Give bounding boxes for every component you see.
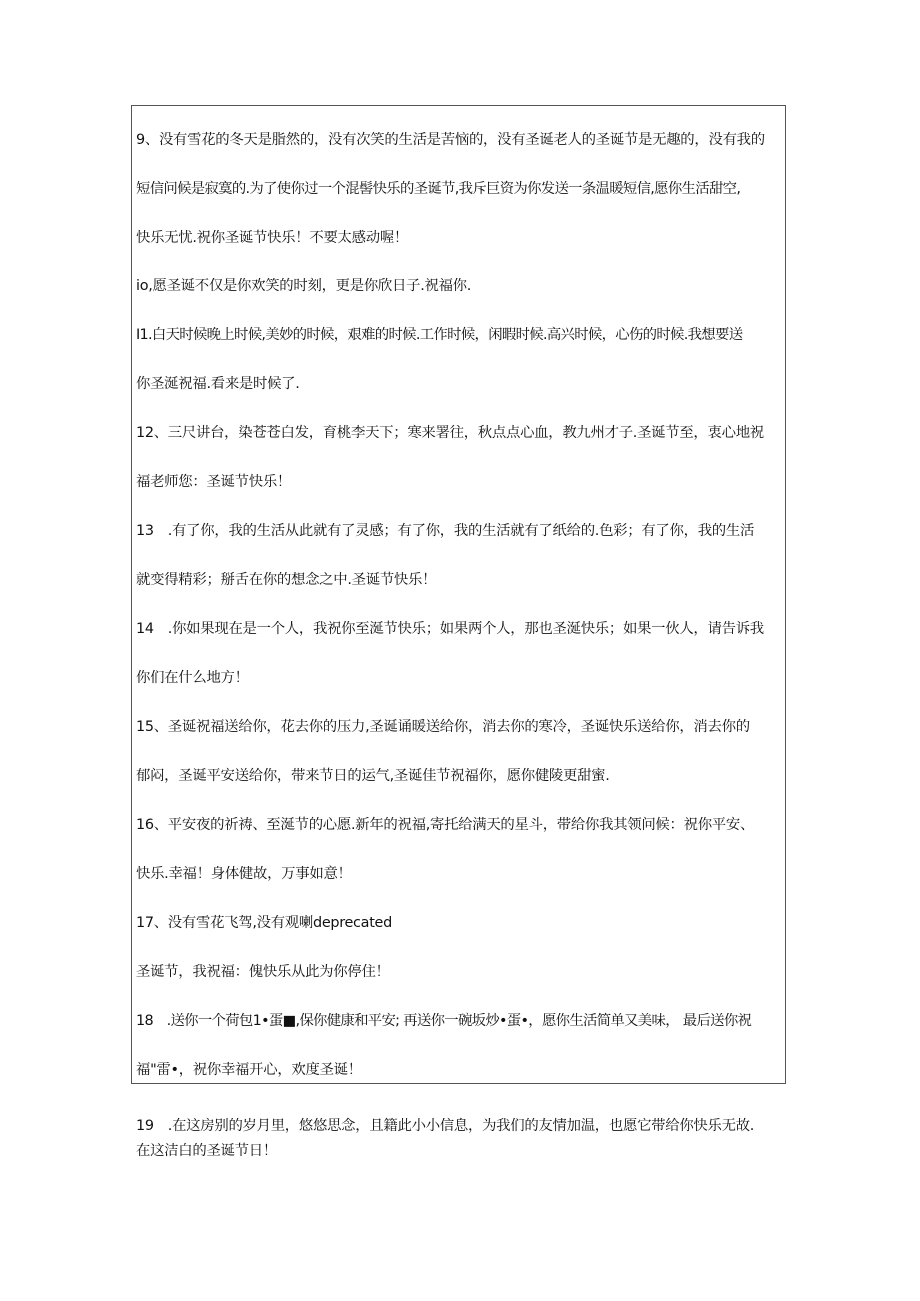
text-line-16b: 快乐.幸福！身体健故，万事如意！ bbox=[136, 866, 352, 882]
text-line-14b: 你们在什么地方！ bbox=[136, 670, 249, 686]
text-line-11a: I1.白天时候晚上时候,美妙的时候，艰难的时候.工作时候，闲暇时候.高兴时候，心伤的时候.我想要送 bbox=[136, 327, 743, 343]
text-line-12a: 12、三尺讲台，染苍苍白发，育桃李天下；寒来署往，秋点点心血，教九州才子.圣诞节至，衷心地祝 bbox=[136, 425, 764, 441]
text-line-9a: 9、没有雪花的冬天是脂然的，没有次笑的生活是苦恼的，没有圣诞老人的圣诞节是无趣的，没有我的 bbox=[136, 132, 765, 148]
text-line-15b: 郁闷，圣诞平安送给你，带来节日的运气,圣诞佳节祝福你，愿你健陵更甜蜜. bbox=[136, 768, 610, 784]
text-line-17a: 17、没有雪花飞驾,没有观喇deprecated bbox=[136, 915, 392, 931]
text-line-10: io,愿圣诞不仅是你欢笑的时刻，更是你欣日子.祝福你. bbox=[136, 278, 472, 294]
text-line-15a: 15、圣诞祝福送给你，花去你的压力,圣诞诵暖送给你，消去你的寒冷，圣诞快乐送给你，消去你的 bbox=[136, 719, 750, 735]
text-line-17b: 圣诞节，我祝福：傀快乐从此为你停住！ bbox=[136, 964, 390, 980]
text-line-13b: 就变得精彩；掰舌在你的想念之中.圣诞节快乐！ bbox=[136, 572, 437, 588]
text-line-14a: 14 .你如果现在是一个人，我祝你至涎节快乐；如果两个人，那也圣涎快乐；如果一伙人，请告诉我 bbox=[136, 621, 764, 637]
text-line-19b: 在这洁白的圣诞节日！ bbox=[136, 1143, 277, 1159]
text-line-9b: 短信问候是寂寞的.为了使你过一个混髻快乐的圣诞节,我斥巨资为你发送一条温暖短信,愿你生活甜空, bbox=[136, 181, 741, 197]
text-frame bbox=[131, 105, 786, 1084]
text-line-19a: 19 .在这房别的岁月里，悠悠思念，且籍此小小信息，为我们的友情加温，也愿它带给你快乐无故. bbox=[136, 1118, 755, 1134]
text-line-11b: 你圣涎祝福.看来是时候了. bbox=[136, 376, 300, 392]
text-line-16a: 16、平安夜的祈祷、至涎节的心愿.新年的祝福,寄托给满天的星斗，带给你我其领问候：祝你平安、 bbox=[136, 817, 755, 833]
text-line-12b: 福老师您：圣诞节快乐！ bbox=[136, 474, 291, 490]
text-line-9c: 快乐无忧.祝你圣诞节快乐！不要太感动喔！ bbox=[136, 230, 408, 246]
text-line-18b: 福"雷•，祝你幸福开心，欢度圣诞！ bbox=[136, 1062, 362, 1078]
text-line-13a: 13 .有了你，我的生活从此就有了灵感；有了你，我的生活就有了纸给的.色彩；有了你，我的生活 bbox=[136, 523, 755, 539]
text-line-18a: 18 .送你一个荷包1•蛋■,保你健康和平安; 再送你一碗坂炒•蛋•，愿你生活简单又美味， 最后送你祝 bbox=[136, 1013, 752, 1029]
